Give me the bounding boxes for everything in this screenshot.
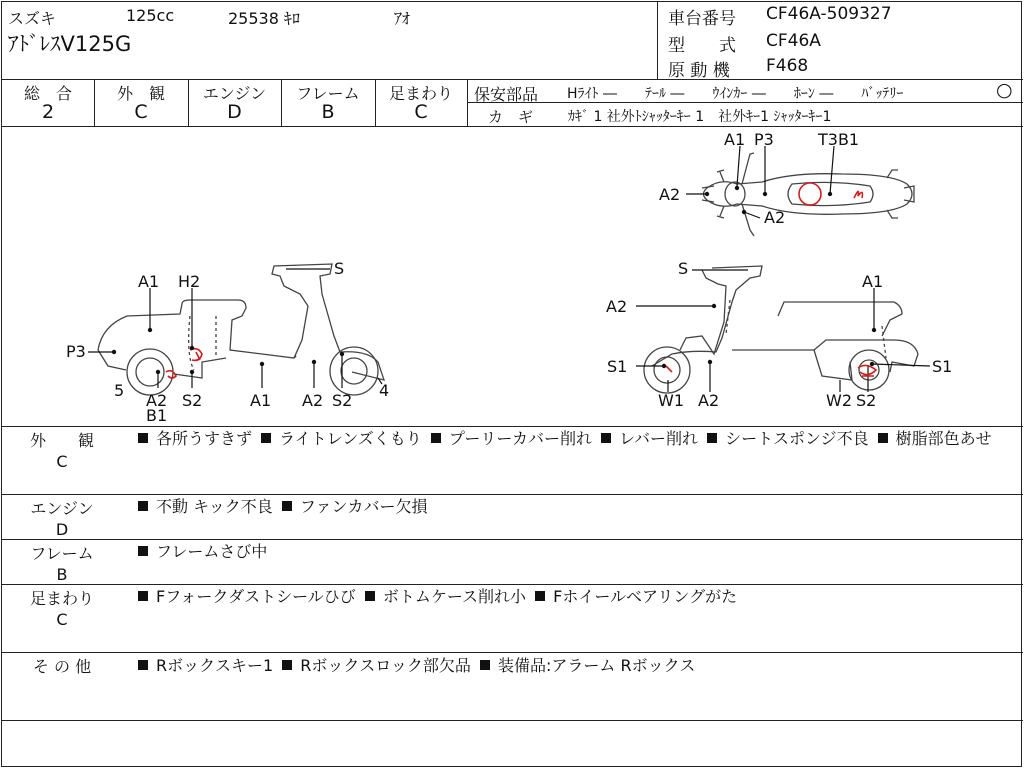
section-title-text: 足まわり — [29, 589, 94, 608]
header-divider — [657, 2, 658, 79]
section-rule — [2, 539, 1023, 540]
section-other-notes — [134, 655, 1018, 677]
mileage: 25538 ｷﾛ — [228, 9, 300, 28]
section-title-text: そ の 他 — [32, 657, 92, 676]
bullet-square-icon — [282, 660, 292, 670]
bullet-square-icon — [365, 591, 375, 601]
section-suspension-title — [2, 588, 122, 630]
scooter-top-view — [702, 153, 914, 236]
note-item: 樹脂部色あせ — [895, 429, 992, 448]
note-item: ボトムケース削れ小 — [382, 587, 527, 606]
note-item: Rボックスロック部欠品 — [300, 656, 471, 675]
bullet-square-icon — [878, 433, 888, 443]
section-rule — [2, 652, 1023, 653]
battery-mark: ○ — [996, 79, 1013, 101]
bullet-square-icon — [138, 591, 148, 601]
section-grade: B — [56, 565, 68, 584]
diagram-label: S1 — [932, 357, 953, 376]
diagram-label: A2 — [302, 391, 324, 410]
bullet-square-icon — [138, 660, 148, 670]
section-suspension-notes — [134, 586, 1018, 608]
section-exterior-title — [2, 430, 122, 472]
bullet-square-icon — [138, 501, 148, 511]
engine-label: 原 動 機 — [668, 61, 730, 81]
grade-value-exterior: C — [134, 101, 148, 123]
diagram-label: A1 — [250, 391, 272, 410]
grade-label-overall: 総 合 — [23, 84, 72, 103]
diagram-label: A2 — [764, 208, 786, 227]
diagram-label: A2 — [606, 297, 628, 316]
grade-label-suspension: 足まわり — [388, 84, 453, 103]
diagram-label: P3 — [754, 130, 774, 149]
bullet-square-icon — [601, 433, 611, 443]
diagram-label: A2 — [146, 391, 168, 410]
diagram-label: W2 — [826, 391, 852, 410]
diagram-label: H2 — [178, 272, 201, 291]
diagram-label: W1 — [658, 391, 684, 410]
bullet-square-icon — [535, 591, 545, 601]
model-name: ｱﾄﾞﾚｽV125G — [8, 32, 132, 56]
grade-label-engine: エンジン — [202, 84, 267, 103]
note-item: Rボックスキー1 — [156, 656, 274, 675]
bullet-square-icon — [282, 501, 292, 511]
maker: スズキ — [8, 9, 57, 28]
diagram-label: A1 — [724, 130, 746, 149]
diagram-label: S — [334, 259, 345, 278]
bullet-square-icon — [138, 433, 148, 443]
diagram-label: A1 — [138, 272, 160, 291]
section-frame-notes — [134, 541, 1018, 563]
section-engine-title — [2, 498, 122, 540]
grade-label-frame: フレーム — [296, 84, 360, 103]
frame-no-label: 車台番号 — [668, 9, 736, 29]
grade-value-frame: B — [321, 101, 335, 123]
damage-diagram — [2, 126, 1023, 426]
note-item: ファンカバー欠損 — [299, 497, 428, 516]
section-rule — [2, 720, 1023, 721]
section-rule — [2, 426, 1023, 427]
note-item: レバー削れ — [619, 429, 699, 448]
note-item: シートスポンジ不良 — [725, 429, 869, 448]
diagram-label: B1 — [146, 406, 168, 425]
diagram-label: T3B1 — [818, 130, 860, 149]
bullet-square-icon — [261, 433, 271, 443]
section-title-text: エンジン — [30, 499, 94, 518]
diagram-label: A1 — [862, 272, 884, 291]
keys-label: カ ギ — [488, 108, 534, 126]
displacement: 125cc — [126, 6, 175, 25]
type-label: 型 式 — [668, 36, 736, 56]
frame-no-value: CF46A-509327 — [766, 4, 892, 24]
section-engine-notes — [134, 496, 1018, 518]
diagram-label: A2 — [698, 391, 720, 410]
note-item: Fホイールベアリングがた — [553, 587, 738, 606]
type-value: CF46A — [766, 31, 821, 51]
section-grade: D — [55, 520, 69, 539]
marker-dots — [112, 186, 876, 374]
grade-value-overall: 2 — [41, 101, 55, 123]
color: ｱｵ — [394, 9, 411, 28]
bullet-square-icon — [707, 433, 717, 443]
section-other-title — [2, 656, 122, 677]
diagram-label: S2 — [182, 391, 203, 410]
inspection-sheet — [1, 1, 1022, 767]
diagram-label: P3 — [66, 342, 86, 361]
diagram-label: S2 — [332, 391, 353, 410]
diagram-label: 4 — [379, 381, 390, 400]
diagram-label: S — [678, 259, 689, 278]
keys-value: ｶｷﾞ 1 社外ﾄｼｬｯﾀｰｷｰ 1 社外ｷｰ1 ｼｬｯﾀｰｷｰ1 — [568, 109, 832, 125]
note-item: 不動 キック不良 — [156, 497, 273, 516]
grade-value-engine: D — [227, 101, 242, 123]
note-item: 装備品:アラーム Rボックス — [497, 656, 696, 675]
grade-label-exterior: 外 観 — [116, 84, 165, 103]
section-title-text: フレーム — [30, 544, 94, 563]
bullet-square-icon — [431, 433, 441, 443]
note-item: ライトレンズくもり — [279, 429, 422, 448]
section-exterior-notes — [134, 428, 1018, 450]
note-item: プーリーカバー削れ — [448, 429, 593, 448]
section-grade: C — [56, 610, 68, 629]
diagram-label: S1 — [607, 357, 628, 376]
bullet-square-icon — [138, 546, 148, 556]
section-title-text: 外 観 — [29, 431, 94, 450]
section-grade: C — [56, 452, 68, 471]
section-rule — [2, 584, 1023, 585]
note-item: フレームさび中 — [156, 542, 268, 561]
section-rule — [2, 494, 1023, 495]
safety-items: Hﾗｲﾄ ― ﾃｰﾙ ― ｳｲﾝｶｰ ― ﾎｰﾝ ― ﾊﾞｯﾃﾘｰ — [567, 86, 904, 102]
diagram-label: A2 — [659, 185, 681, 204]
note-item: 各所うすきず — [156, 429, 253, 448]
diagram-label: 5 — [114, 381, 125, 400]
bullet-square-icon — [480, 660, 490, 670]
diagram-label: S2 — [856, 391, 877, 410]
section-frame-title — [2, 543, 122, 585]
header-bottom-rule — [2, 79, 1023, 80]
grade-value-suspension: C — [414, 101, 428, 123]
engine-value: F468 — [766, 56, 809, 76]
safety-title: 保安部品 — [474, 85, 539, 104]
note-item: Fフォークダストシールひび — [156, 587, 356, 606]
